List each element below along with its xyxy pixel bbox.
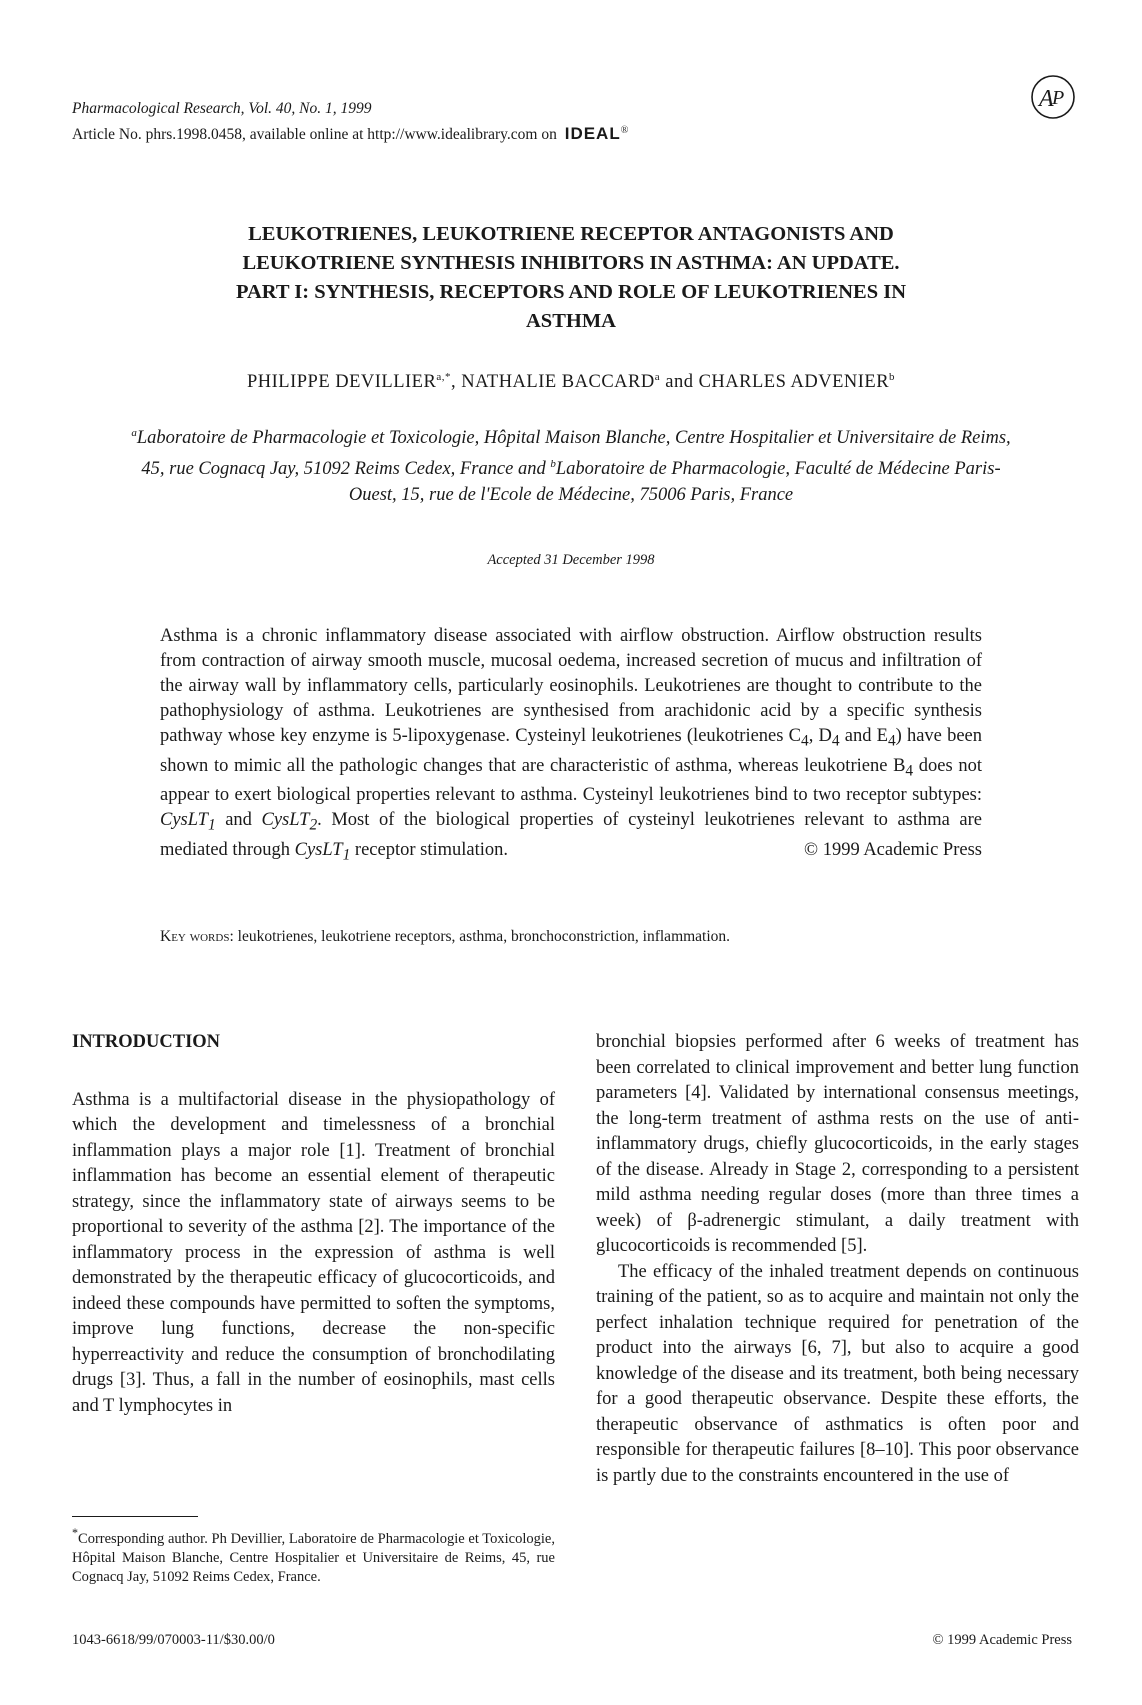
abstract-segment: and — [215, 810, 262, 831]
abstract-segment: and E — [839, 726, 888, 746]
abstract-text — [160, 624, 982, 868]
journal-header — [72, 98, 628, 146]
abstract-segment: does not appear to exert biological properties relevant to asthma. Cysteinyl leukotrienes bind to two receptor subtypes: — [160, 755, 982, 806]
paragraph: The efficacy of the inhaled treatment depends on continuous training of the patient, so as to acquire and maintain not only the perfect inhalation technique required for penetration of the product into the airways [6, 7], but also to acquire a good knowledge of the disease and its treatment, both being necessary for a good therapeutic observance. Despite these efforts, the therapeutic observance of asthmatics is often poor and responsible for therapeutic failures [8–10]. This poor observance is partly due to the constraints encountered in the use of — [596, 1261, 1079, 1486]
article-url-text: Article No. phrs.1998.0458, available online at http://www.idealibrary.com on — [72, 126, 557, 144]
paragraph: bronchial biopsies performed after 6 weeks of treatment has been correlated to clinical improvement and better lung function parameters [4]. Validated by international consensus meetings, the long-term treatment of asthma rests on the use of anti-inflammatory drugs, chiefly glucocorticoids, in the early stages of the disease. Already in Stage 2, corresponding to a persistent mild asthma needing regular doses (more than three times a week) of β-adrenergic stimulant, a daily treatment with glucocorticoids is recommended [5]. — [596, 1032, 1079, 1256]
footnote-text: Corresponding author. Ph Devillier, Laboratoire de Pharmacologie et Toxicologie, Hôpital Maison Blanche, Centre Hospitalier et Universitaire de Reims, 45, rue Cognacq Jay, 51092 Reims Cedex, France. — [72, 1530, 555, 1585]
right-column — [596, 1030, 1079, 1489]
abstract-segment: ) have been shown to mimic all the pathologic changes that are characteristic of asthma, whereas leukotriene B — [160, 726, 982, 776]
affiliation-mark: b — [550, 458, 556, 471]
issn-code: 1043-6618/99/070003-11/$30.00/0 — [72, 1632, 275, 1648]
author-separator: and — [660, 372, 699, 393]
subscript: 4 — [831, 732, 840, 750]
journal-citation: Pharmacological Research, Vol. 40, No. 1, 1999 — [72, 100, 372, 117]
subscript: 4 — [800, 732, 809, 750]
svg-text:A: A — [1039, 86, 1054, 112]
article-availability — [72, 120, 628, 146]
abstract-copyright: © 1999 Academic Press — [804, 840, 982, 861]
subscript: 2 — [309, 817, 318, 835]
ap-logo-icon — [1030, 74, 1076, 120]
title-line: LEUKOTRIENES, LEUKOTRIENE RECEPTOR ANTAGONISTS AND — [248, 223, 894, 245]
author-separator: , — [450, 372, 462, 393]
title-line: ASTHMA — [526, 310, 616, 332]
affiliation-a: Laboratoire de Pharmacologie et Toxicologie, Hôpital Maison Blanche, Centre Hospitalier et Universitaire de Reims, 45, rue Cognacq Jay, 51092 Reims Cedex, France and — [136, 428, 1011, 480]
title-line: PART I: SYNTHESIS, RECEPTORS AND ROLE OF LEUKOTRIENES IN — [235, 281, 907, 303]
footnote-rule — [72, 1516, 198, 1517]
author-name: PHILIPPE DEVILLIER — [246, 372, 437, 393]
author-name: NATHALIE BACCARD — [461, 372, 655, 393]
footnote — [72, 1524, 555, 1587]
receptor-name: CysLT — [160, 810, 208, 831]
footer-copyright: © 1999 Academic Press — [932, 1632, 1072, 1648]
subscript: 1 — [342, 846, 351, 864]
title-line: LEUKOTRIENE SYNTHESIS INHIBITORS IN ASTHMA: AN UPDATE. — [242, 252, 900, 274]
subscript: 1 — [207, 817, 216, 835]
paragraph: Asthma is a multifactorial disease in the physiopathology of which the development and timelessness of a bronchial inflammation plays a major role [1]. Treatment of bronchial inflammation has become an essential element of therapeutic strategy, since the inflammatory state of airways seems to be proportional to severity of the asthma [2]. The importance of the inflammatory process in the expression of asthma is well demonstrated by the therapeutic efficacy of glucocorticoids, and indeed these compounds have permitted to soften the symptoms, improve lung functions, decrease the non-specific hyperreactivity and reduce the consumption of bronchodilating drugs [3]. Thus, a fall in the number of eosinophils, mast cells and T lymphocytes in — [72, 1089, 555, 1416]
abstract-segment: receptor stimulation. — [350, 840, 509, 861]
footnote-mark: * — [72, 1526, 79, 1540]
author-affiliation-mark: b — [889, 371, 896, 383]
author-list — [120, 371, 1022, 393]
author-name: CHARLES ADVENIER — [698, 372, 890, 393]
author-affiliation-mark: a,* — [436, 371, 451, 383]
keywords-label: Key words: — [160, 928, 234, 945]
article-title — [120, 220, 1022, 336]
keywords — [160, 928, 1020, 946]
accepted-date: Accepted 31 December 1998 — [487, 552, 655, 568]
keywords-text: leukotrienes, leukotriene receptors, asthma, bronchoconstriction, inflammation. — [233, 928, 731, 945]
receptor-name: CysLT — [294, 840, 343, 861]
section-heading: INTRODUCTION — [72, 1032, 221, 1052]
affiliation-mark: a — [131, 427, 137, 439]
affiliation-b: Laboratoire de Pharmacologie, Faculté de Médecine Paris-Ouest, 15, rue de l'Ecole de Médecine, 75006 Paris, France — [348, 459, 1001, 506]
subscript: 4 — [887, 732, 896, 750]
abstract — [160, 624, 982, 868]
svg-text:P: P — [1052, 87, 1065, 109]
author-affiliation-mark: a — [654, 371, 661, 383]
left-column — [72, 1030, 555, 1419]
registered-mark-icon: ® — [620, 125, 629, 136]
affiliations — [120, 420, 1022, 508]
abstract-segment: . Most of the biological properties of cysteinyl leukotrienes relevant to asthma are mediated through — [160, 810, 982, 861]
abstract-segment: Asthma is a chronic inflammatory disease associated with airflow obstruction. Airflow obstruction results from contraction of airway smooth muscle, mucosal oedema, increased secretion of mucus and infiltration of the airway wall by inflammatory cells, particularly eosinophils. Leukotrienes are thought to contribute to the pathophysiology of asthma. Leukotrienes are synthesised from arachidonic acid by a specific synthesis pathway whose key enzyme is 5-lipoxygenase. Cysteinyl leukotrienes (leukotrienes C — [160, 626, 982, 746]
ideal-logo: IDEAL — [564, 124, 621, 144]
abstract-segment: , D — [808, 726, 832, 746]
receptor-name: CysLT — [261, 810, 310, 831]
subscript: 4 — [905, 762, 914, 780]
